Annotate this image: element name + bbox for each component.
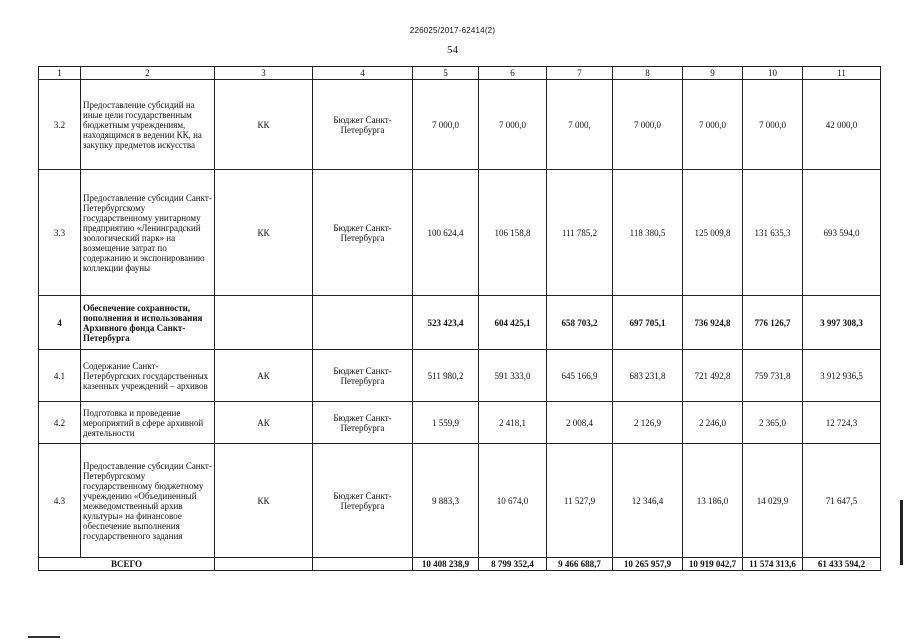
table-row <box>39 444 881 558</box>
table-row <box>39 402 881 444</box>
row-number: 3.2 <box>39 80 81 170</box>
row-value: 106 158,8 <box>479 170 547 296</box>
row-value: 7 000, <box>547 80 613 170</box>
total-value: 11 574 313,6 <box>743 558 803 571</box>
row-name: Предоставление субсидий на иные цели государственным бюджетным учреждениям, находящимся в ведении КК, на закупку предметов искусства <box>81 80 215 170</box>
row-value: 12 724,3 <box>803 402 881 444</box>
row-value: 131 635,3 <box>743 170 803 296</box>
row-executor: КК <box>215 80 313 170</box>
total-row <box>39 558 881 571</box>
row-value: 2 126,9 <box>613 402 683 444</box>
row-name: Содержание Санкт-Петербургских государственных казенных учреждений – архивов <box>81 350 215 402</box>
row-value: 11 527,9 <box>547 444 613 558</box>
row-number: 4.3 <box>39 444 81 558</box>
table-row <box>39 170 881 296</box>
row-value: 118 380,5 <box>613 170 683 296</box>
row-funding-source: Бюджет Санкт-Петербурга <box>313 402 413 444</box>
row-value: 3 997 308,3 <box>803 296 881 350</box>
row-value: 2 418,1 <box>479 402 547 444</box>
row-number: 3.3 <box>39 170 81 296</box>
column-header: 4 <box>313 67 413 80</box>
page-number: 54 <box>447 44 458 56</box>
row-value: 1 559,9 <box>413 402 479 444</box>
row-funding-source: Бюджет Санкт-Петербурга <box>313 80 413 170</box>
row-executor <box>215 296 313 350</box>
total-empty-cell <box>313 558 413 571</box>
row-executor: КК <box>215 170 313 296</box>
row-value: 9 883,3 <box>413 444 479 558</box>
row-value: 7 000,0 <box>613 80 683 170</box>
row-number: 4 <box>39 296 81 350</box>
row-value: 523 423,4 <box>413 296 479 350</box>
row-value: 2 365,0 <box>743 402 803 444</box>
row-name: Предоставление субсидии Санкт-Петербургскому государственному бюджетному учреждению «Объединенный межведомственный архив культуры» на финансовое обеспечение выполнения государственного задания <box>81 444 215 558</box>
row-value: 693 594,0 <box>803 170 881 296</box>
row-value: 3 912 936,5 <box>803 350 881 402</box>
column-header: 10 <box>743 67 803 80</box>
column-header: 9 <box>683 67 743 80</box>
row-value: 71 647,5 <box>803 444 881 558</box>
row-value: 10 674,0 <box>479 444 547 558</box>
row-funding-source: Бюджет Санкт-Петербурга <box>313 170 413 296</box>
row-name: Подготовка и проведение мероприятий в сфере архивной деятельности <box>81 402 215 444</box>
row-value: 7 000,0 <box>413 80 479 170</box>
total-value: 61 433 594,2 <box>803 558 881 571</box>
row-value: 658 703,2 <box>547 296 613 350</box>
row-value: 13 186,0 <box>683 444 743 558</box>
scan-margin-mark <box>900 500 903 565</box>
budget-table <box>38 66 881 571</box>
row-value: 111 785,2 <box>547 170 613 296</box>
row-value: 2 246,0 <box>683 402 743 444</box>
row-value: 7 000,0 <box>479 80 547 170</box>
row-value: 14 029,9 <box>743 444 803 558</box>
column-header: 2 <box>81 67 215 80</box>
total-value: 10 919 042,7 <box>683 558 743 571</box>
row-value: 7 000,0 <box>743 80 803 170</box>
row-value: 604 425,1 <box>479 296 547 350</box>
row-value: 2 008,4 <box>547 402 613 444</box>
row-name: Предоставление субсидии Санкт-Петербургскому государственному унитарному предприятию «Ленинградский зоологический парк» на возмещение затрат по содержанию и экспонированию коллекции фауны <box>81 170 215 296</box>
row-value: 591 333,0 <box>479 350 547 402</box>
table-row <box>39 80 881 170</box>
column-header: 7 <box>547 67 613 80</box>
column-number-header <box>39 67 881 80</box>
row-executor: АК <box>215 402 313 444</box>
document-id: 226025/2017-62414(2) <box>409 26 496 35</box>
column-header: 3 <box>215 67 313 80</box>
total-label: ВСЕГО <box>39 558 215 571</box>
row-value: 759 731,8 <box>743 350 803 402</box>
column-header: 11 <box>803 67 881 80</box>
row-value: 12 346,4 <box>613 444 683 558</box>
column-header: 1 <box>39 67 81 80</box>
row-value: 645 166,9 <box>547 350 613 402</box>
column-header: 5 <box>413 67 479 80</box>
row-value: 697 705,1 <box>613 296 683 350</box>
row-funding-source: Бюджет Санкт-Петербурга <box>313 350 413 402</box>
row-number: 4.2 <box>39 402 81 444</box>
row-executor: АК <box>215 350 313 402</box>
row-value: 42 000,0 <box>803 80 881 170</box>
row-value: 683 231,8 <box>613 350 683 402</box>
row-funding-source: Бюджет Санкт-Петербурга <box>313 444 413 558</box>
row-value: 511 980,2 <box>413 350 479 402</box>
row-value: 100 624,4 <box>413 170 479 296</box>
total-value: 10 265 957,9 <box>613 558 683 571</box>
row-value: 721 492,8 <box>683 350 743 402</box>
row-funding-source <box>313 296 413 350</box>
row-value: 736 924,8 <box>683 296 743 350</box>
total-empty-cell <box>215 558 313 571</box>
total-value: 8 799 352,4 <box>479 558 547 571</box>
row-value: 776 126,7 <box>743 296 803 350</box>
row-executor: КК <box>215 444 313 558</box>
scan-footer-mark <box>28 636 60 638</box>
row-value: 7 000,0 <box>683 80 743 170</box>
row-number: 4.1 <box>39 350 81 402</box>
total-value: 9 466 688,7 <box>547 558 613 571</box>
table-row <box>39 296 881 350</box>
table-row <box>39 350 881 402</box>
row-name: Обеспечение сохранности, пополнения и использования Архивного фонда Санкт-Петербурга <box>81 296 215 350</box>
total-value: 10 408 238,9 <box>413 558 479 571</box>
row-value: 125 009,8 <box>683 170 743 296</box>
column-header: 8 <box>613 67 683 80</box>
column-header: 6 <box>479 67 547 80</box>
